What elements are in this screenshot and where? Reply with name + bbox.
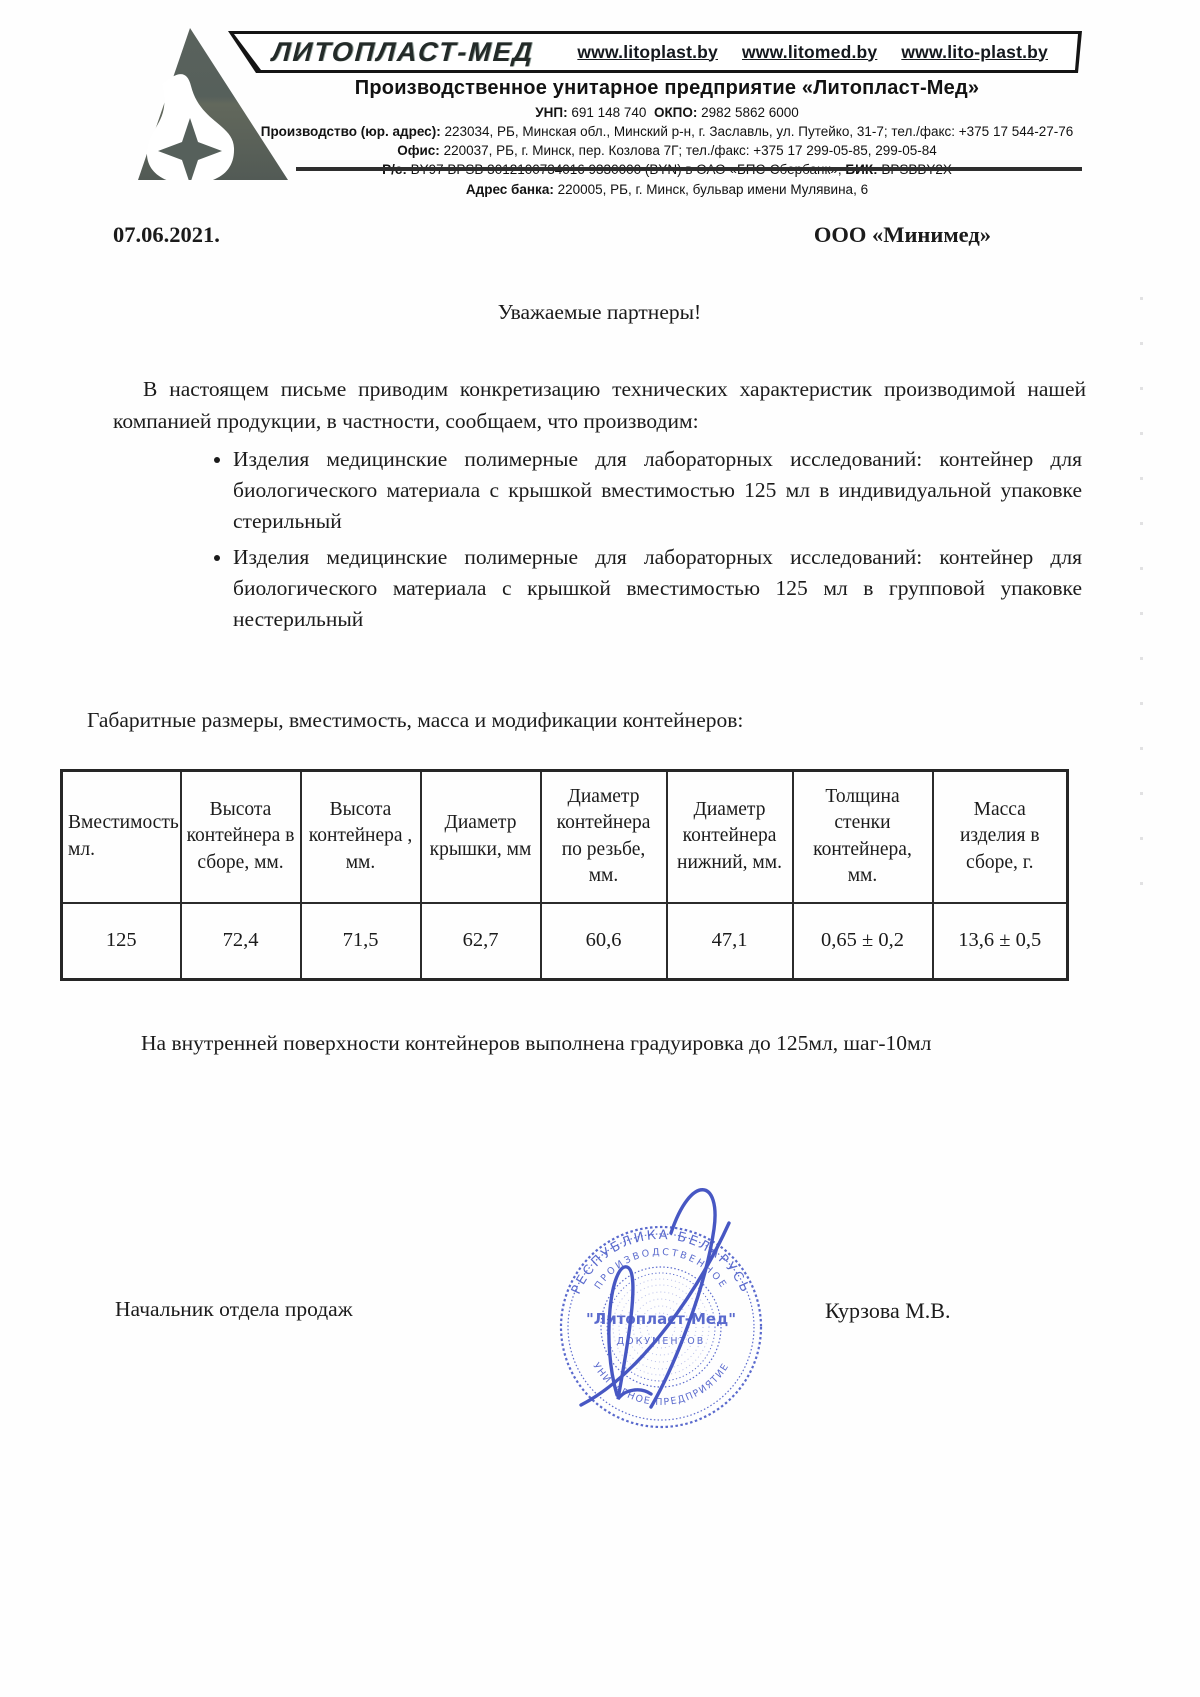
table-header-cell: Диаметр контейнера по резьбе, мм. [541, 770, 667, 903]
okpo-value: 2982 5862 6000 [701, 105, 799, 120]
office-address-line [252, 141, 1082, 160]
list-item: • Изделия медицинские полимерные для лабораторных исследований: контейнер для биологического материала с крышкой вместимостью 125 мл в групповой упаковке нестерильный [233, 542, 1086, 636]
date-recipient-row [113, 222, 1086, 248]
table-cell: 72,4 [181, 903, 301, 980]
brand-wordmark: ЛИТОПЛАСТ-МЕД [268, 36, 539, 67]
letter-body [68, 222, 1086, 1409]
letter-date: 07.06.2021. [113, 222, 220, 247]
company-details [252, 77, 1082, 199]
unp-label: УНП: [535, 105, 568, 120]
website-litoplast: www.litoplast.by [577, 41, 718, 62]
signer-position: Начальник отдела продаж [115, 1297, 353, 1321]
production-address-line [252, 122, 1082, 141]
production-value: 223034, РБ, Минская обл., Минский р-н, г. Заславль, ул. Путейко, 31-7; тел./факс: +375 17 544-27-76 [444, 124, 1074, 140]
recipient: ООО «Минимед» [813, 222, 991, 247]
table-header-cell: Диаметр крышки, мм [421, 770, 541, 903]
website-litomed: www.litomed.by [741, 41, 878, 62]
letterhead-banner [204, 31, 1082, 73]
table-header-cell: Масса изделия в сборе, г. [933, 770, 1068, 903]
signature-block [113, 1227, 1086, 1617]
table-cell: 0,65 ± 0,2 [793, 903, 933, 980]
dimensions-table [60, 769, 1069, 981]
bank-label: Адрес банка: [465, 181, 554, 197]
website-list [577, 42, 1048, 63]
graduation-note: На внутренней поверхности контейнеров выполнена градуировка до 125мл, шаг-10мл [141, 1030, 932, 1055]
production-label: Производство (юр. адрес): [260, 124, 441, 140]
table-header-cell: Высота контейнера , мм. [301, 770, 421, 903]
stamp-bottom-text: УНИТАРНОЕ ПРЕДПРИЯТИЕ [590, 1360, 732, 1409]
table-header-cell: Толщина стенки контейнера, мм. [793, 770, 933, 903]
list-item: • Изделия медицинские полимерные для лабораторных исследований: контейнер для биологического материала с крышкой вместимостью 125 мл в индивидуальной упаковке стерильный [233, 444, 1086, 538]
table-cell: 47,1 [667, 903, 793, 980]
account-label: Р/с: [382, 162, 407, 178]
okpo-label: ОКПО: [653, 105, 698, 120]
bank-value: 220005, РБ, г. Минск, бульвар имени Мулявина, 6 [557, 181, 869, 197]
bik-label: БИК: [845, 162, 878, 178]
intro-paragraph: В настоящем письме приводим конкретизацию технических характеристик производимой нашей компанией продукции, в частности, сообщаем, что производим: [113, 377, 1086, 434]
website-lito-plast: www.lito-plast.by [901, 41, 1048, 62]
company-name: Производственное унитарное предприятие «Литопласт-Мед» [354, 77, 980, 99]
unp-value: 691 148 740 [571, 105, 647, 120]
stamp-top-text: РЕСПУБЛИКА БЕЛАРУСЬ [568, 1227, 754, 1297]
round-stamp [521, 1137, 801, 1482]
company-registration-line [252, 103, 1082, 122]
office-value: 220037, РБ, г. Минск, пер. Козлова 7Г; тел./факс: +375 17 299-05-85, 299-05-84 [443, 143, 937, 159]
stamp-ring-text: ПРОИЗВОДСТВЕННОЕ [592, 1246, 730, 1292]
table-cell: 125 [62, 903, 181, 980]
letterhead-divider [296, 167, 1082, 171]
bank-address-line [252, 180, 1082, 199]
table-header-cell: Вместимость мл. [62, 770, 181, 903]
table-cell: 60,6 [541, 903, 667, 980]
signer-name: Курзова М.В. [825, 1298, 951, 1323]
stamp-center-subtext: ДОКУМЕНТОВ [616, 1336, 706, 1347]
table-row [62, 903, 1068, 980]
table-caption: Габаритные размеры, вместимость, масса и модификации контейнеров: [87, 707, 744, 732]
stamp-center-text: "Литопласт-Мед" [585, 1310, 737, 1328]
salutation: Уважаемые партнеры! [497, 300, 702, 324]
account-value: BY97 BPSB 3012100734016 9330000 (BYN) в ОАО «БПС-Сбербанк», [410, 162, 842, 178]
scan-artifact [1140, 255, 1143, 895]
product-list [113, 444, 1086, 636]
table-cell: 71,5 [301, 903, 421, 980]
table-header-row [62, 770, 1068, 903]
table-header-cell: Высота контейнера в сборе, мм. [181, 770, 301, 903]
table-cell: 13,6 ± 0,5 [933, 903, 1068, 980]
office-label: Офис: [397, 143, 440, 159]
bik-value: BPSBBY2X [881, 162, 952, 178]
table-header-cell: Диаметр контейнера нижний, мм. [667, 770, 793, 903]
table-cell: 62,7 [421, 903, 541, 980]
